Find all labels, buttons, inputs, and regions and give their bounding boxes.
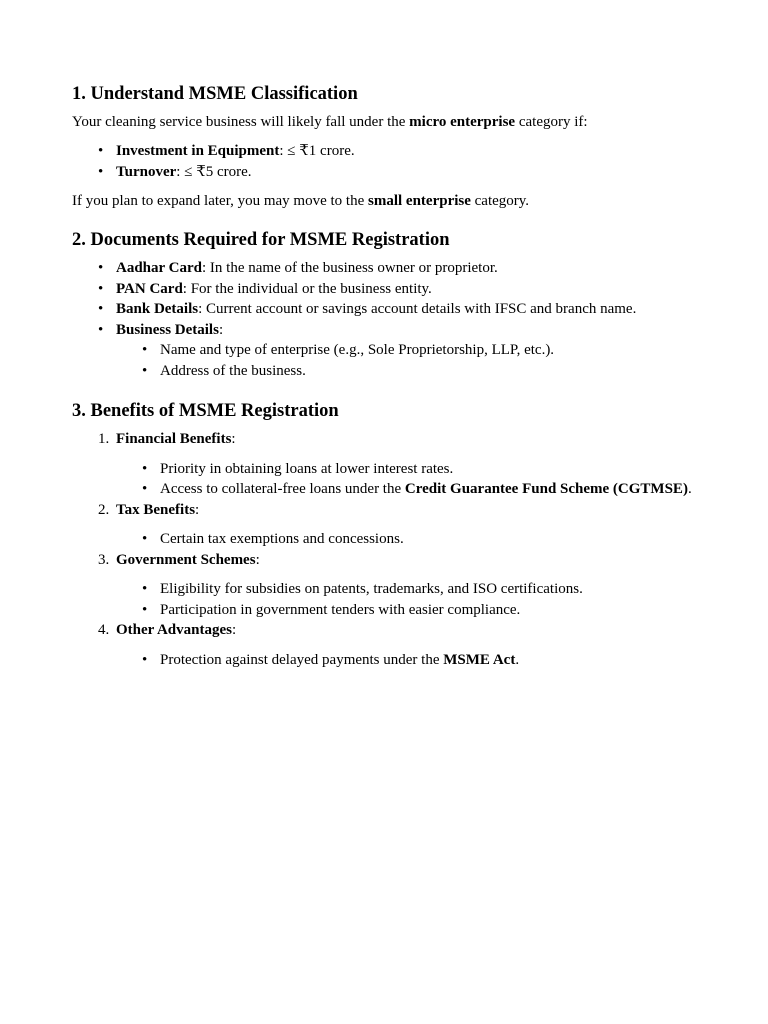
text: : In the name of the business owner or proprietor. xyxy=(202,260,498,276)
bold-text: Financial Benefits xyxy=(116,431,232,447)
list-item xyxy=(72,320,708,382)
list-item xyxy=(116,579,708,600)
item-number: 1. xyxy=(98,431,110,447)
bold-text: MSME Act xyxy=(443,651,516,668)
paragraph xyxy=(72,112,708,132)
text: . xyxy=(515,651,520,668)
list-item xyxy=(72,279,708,300)
text: : xyxy=(195,501,200,518)
item-number: 2. xyxy=(98,501,110,518)
bullet-list xyxy=(72,141,708,182)
text: Eligibility for subsidies on patents, trademarks, and ISO certifications. xyxy=(160,581,583,597)
bold-text: Business Details xyxy=(116,321,219,338)
text: Priority in obtaining loans at lower interest rates. xyxy=(160,460,454,477)
text: : xyxy=(255,551,260,568)
text: : xyxy=(231,622,237,638)
bold-text: small enterprise xyxy=(368,193,471,209)
bold-text: Tax Benefits xyxy=(116,501,196,518)
text: Certain tax exemptions and concessions. xyxy=(160,531,404,547)
list-item: • Name and type of enterprise (e.g., Sole Proprietorship, LLP, etc.). xyxy=(72,340,708,361)
item-number: 4. xyxy=(98,622,110,638)
text: Your cleaning service business will likely fall under the xyxy=(72,114,410,130)
list-item xyxy=(116,600,708,621)
section-benefits xyxy=(72,399,708,670)
bold-text: Investment in Equipment xyxy=(116,143,280,159)
list-item xyxy=(72,141,708,162)
section-msme-classification xyxy=(72,82,708,211)
nested-bullet-list xyxy=(116,579,708,620)
nested-bullet-list xyxy=(116,459,708,500)
numbered-item xyxy=(72,550,708,621)
numbered-item xyxy=(72,429,708,500)
section-heading: 3. Benefits of MSME Registration xyxy=(72,401,339,421)
list-item xyxy=(72,258,708,279)
bold-text: Bank Details xyxy=(116,301,199,317)
text: : xyxy=(231,431,236,447)
text: Access to collateral-free loans under the xyxy=(160,481,405,497)
section-documents-required xyxy=(72,228,708,381)
nested-bullet-list xyxy=(116,529,708,550)
list-item xyxy=(72,299,708,320)
text: category if: xyxy=(515,114,588,130)
numbered-list xyxy=(72,429,708,670)
list-item xyxy=(72,162,708,183)
bold-text: micro enterprise xyxy=(409,114,516,130)
text: Protection against delayed payments under the xyxy=(160,651,444,668)
text: category. xyxy=(470,193,530,209)
text: : ≤ ₹5 crore. xyxy=(176,163,252,180)
paragraph xyxy=(72,191,708,211)
bold-text: Aadhar Card xyxy=(116,260,202,276)
bold-text: Other Advantages xyxy=(116,622,232,638)
numbered-item xyxy=(72,620,708,670)
list-item xyxy=(116,650,708,671)
nested-bullet-list xyxy=(116,340,708,381)
text: : ≤ ₹1 crore. xyxy=(279,143,355,159)
text: : For the individual or the business entity. xyxy=(182,280,432,297)
text: : Current account or savings account details with IFSC and branch name. xyxy=(198,301,637,317)
list-item xyxy=(116,479,708,500)
numbered-item xyxy=(72,500,708,550)
list-item: • Address of the business. xyxy=(72,361,708,382)
text: If you plan to expand later, you may move to the xyxy=(72,193,368,209)
text: . xyxy=(687,481,692,497)
section-heading: 2. Documents Required for MSME Registration xyxy=(72,230,450,250)
bold-text: Government Schemes xyxy=(116,551,256,568)
list-item xyxy=(116,529,708,550)
text: : xyxy=(218,321,224,338)
text: Participation in government tenders with easier compliance. xyxy=(160,601,521,618)
bullet-list xyxy=(72,258,708,381)
nested-bullet-list xyxy=(116,650,708,671)
bold-text: PAN Card xyxy=(116,280,183,297)
bold-text: Credit Guarantee Fund Scheme (CGTMSE) xyxy=(404,481,688,497)
section-heading: 1. Understand MSME Classification xyxy=(72,84,358,104)
bold-text: Turnover xyxy=(116,163,177,180)
item-number: 3. xyxy=(98,551,110,568)
list-item xyxy=(116,459,708,480)
